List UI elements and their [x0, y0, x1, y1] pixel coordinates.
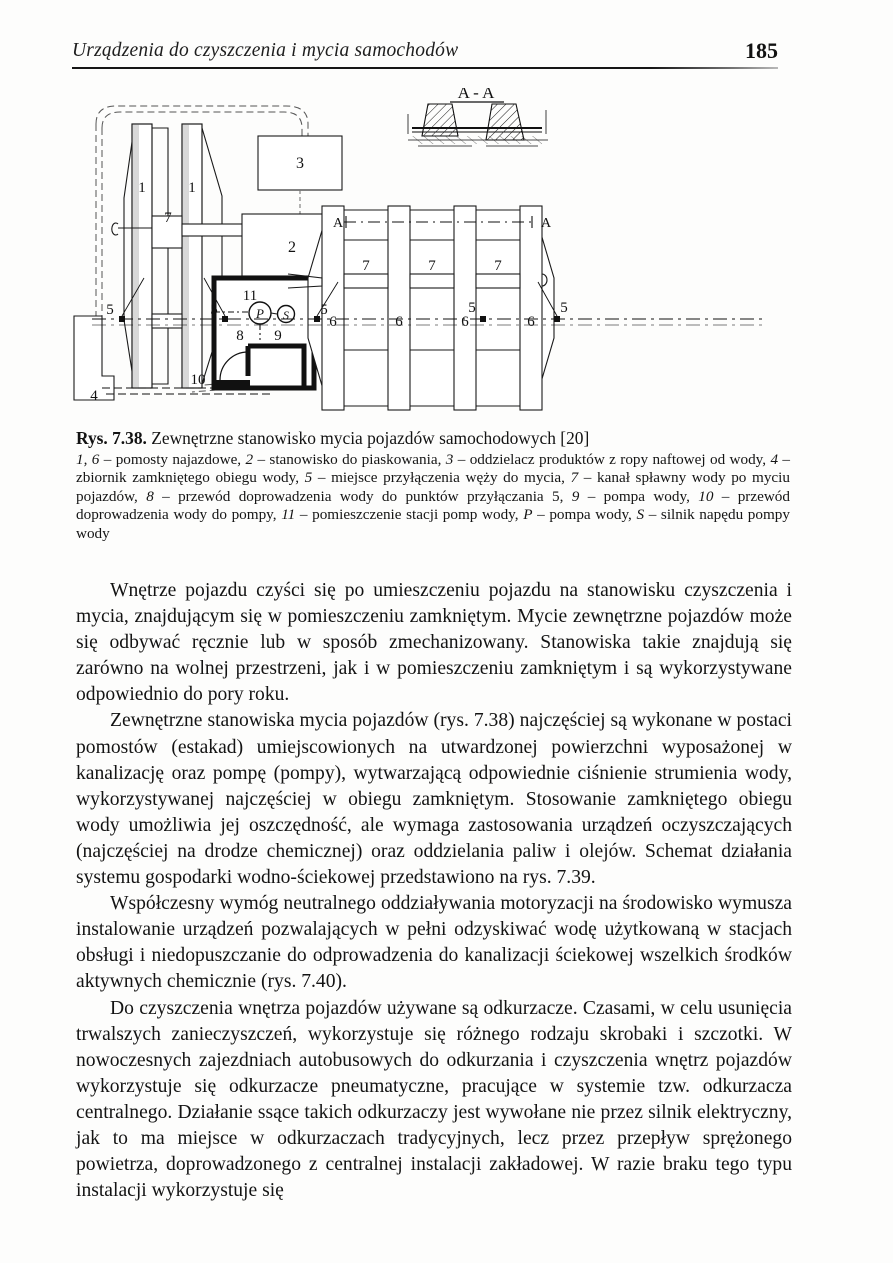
figure-caption	[76, 428, 790, 543]
legend-text: – pompa wody,	[579, 487, 699, 505]
legend-key: P	[523, 506, 533, 524]
callout-7-a: 7	[362, 258, 370, 274]
figure-7-38-drawing	[72, 88, 778, 418]
legend-key: 9	[571, 487, 580, 505]
caption-legend	[76, 451, 790, 543]
legend-text: – miejsce przyłączenia węży do mycia,	[312, 469, 571, 487]
section-title-aa: A - A	[457, 88, 495, 102]
running-head-title: Urządzenia do czyszczenia i mycia samochodów	[72, 40, 459, 61]
paragraph-2: Zewnętrzne stanowiska mycia pojazdów (rys. 7.38) najczęściej są wykonane w postaci pomostów (estakad) umiejscowionych na utwardzonej powierzchni wyposażonej w kanalizację oraz pompę (pompy), wytwarzającą odpowiednie ciśnienie strumienia wody, wykorzystywanej najczęściej w obiegu zamkniętym. Stosowanie zamkniętego obiegu wody umożliwia jej oszczędność, ale wymaga zastosowania urządzeń oczyszczających (najczęściej na drodze chemicznej) oraz oddzielania paliw i olejów. Schemat działania systemu gospodarki wodno-ściekowej przedstawiono na rys. 7.39.	[76, 710, 792, 889]
callout-7-b: 7	[428, 258, 436, 274]
callout-5-c: 5	[320, 302, 328, 318]
caption-title-line	[76, 428, 790, 449]
callout-7-c: 7	[494, 258, 502, 274]
legend-text: – pomieszczenie stacji pomp wody,	[295, 506, 524, 524]
callout-5-e: 5	[560, 300, 568, 316]
legend-key: 8	[146, 487, 154, 505]
legend-text: – stanowisko do piaskowania,	[253, 451, 446, 468]
legend-key: 4	[770, 451, 779, 468]
legend-text: – zbiornik zamkniętego obiegu wody,	[76, 451, 791, 487]
figure-number: Rys. 7.38.	[76, 428, 147, 448]
legend-text: – kanał spławny wody po myciu pojazdów,	[76, 469, 790, 505]
paragraph-4: Do czyszczenia wnętrza pojazdów używane są odkurzacze. Czasami, w celu usunięcia trwalszych zanieczyszczeń, wykorzystuje się różnego rodzaju skrobaki i szczotki. W nowoczesnych zajezdniach autobusowych do odkurzania i czyszczenia wnętrz pojazdów wykorzystuje się odkurzacze pneumatyczne, pracujące w systemie tzw. odkurzacza centralnego. Działanie ssące takich odkurzaczy jest wywołane nie przez silnik elektryczny, jak to ma miejsce w odkurzaczach tradycyjnych, lecz przez przepływ sprężonego powietrza, doprowadzonego z centralnej instalacji zakładowej. W razie braku tego typu instalacji wykorzystuje się	[76, 997, 792, 1202]
pumphouse-11	[214, 278, 314, 388]
callout-11: 11	[242, 288, 258, 304]
callout-5-b: 5	[210, 302, 218, 318]
callout-P: P	[256, 306, 264, 321]
running-head	[72, 40, 778, 74]
callout-5-d: 5	[468, 300, 476, 316]
section-mark-a-left: A	[332, 216, 344, 231]
callout-S: S	[283, 308, 289, 322]
callout-4: 4	[90, 388, 98, 404]
legend-text: – silnik napędu pompy wody	[76, 506, 790, 542]
legend-key: 5	[304, 469, 313, 487]
separator-3-box	[258, 136, 342, 214]
paragraph-3: Współczesny wymóg neutralnego oddziaływania motoryzacji na środowisko wymusza instalowanie urządzeń pozwalających w pełni odzyskiwać wodę użytkowaną w stacjach obsługi i niedopuszczanie do odprowadzenia do kanalizacji ściekowej wszelkich środków aktywnych chemicznie (rys. 7.40).	[76, 893, 792, 993]
legend-key: 3	[445, 451, 454, 468]
callout-6-d: 6	[527, 314, 535, 330]
washing-station-schematic	[72, 88, 778, 418]
callout-3: 3	[296, 155, 304, 172]
body-text-column	[76, 578, 792, 1204]
callout-2: 2	[288, 239, 296, 256]
section-aa-detail	[408, 104, 548, 146]
callout-7-left: 7	[164, 210, 172, 226]
callout-1-right: 1	[188, 180, 196, 196]
ramp-group-right	[288, 206, 554, 410]
legend-text: – przewód doprowadzenia wody do punktów przyłączania 5,	[153, 487, 572, 505]
section-mark-a-right: A	[540, 216, 552, 231]
legend-key: 7	[570, 469, 579, 487]
legend-key: 10	[698, 487, 714, 505]
caption-title-text: Zewnętrzne stanowisko mycia pojazdów samochodowych [20]	[151, 428, 590, 448]
legend-key: 11	[281, 506, 296, 524]
callout-5-a: 5	[106, 302, 114, 318]
callout-9: 9	[274, 328, 282, 344]
legend-key: S	[636, 506, 645, 524]
callout-6-c: 6	[461, 314, 469, 330]
callout-10: 10	[190, 372, 206, 388]
legend-key: 2	[245, 451, 254, 468]
header-rule	[72, 67, 778, 69]
legend-text: – przewód doprowadzenia wody do pompy,	[76, 487, 790, 524]
page-number: 185	[745, 38, 778, 63]
callout-6-b: 6	[395, 314, 403, 330]
legend-text: – pomosty najazdowe,	[99, 451, 246, 468]
paragraph-1: Wnętrze pojazdu czyści się po umieszczeniu pojazdu na stanowisku czyszczenia i mycia, znajdującym się w pomieszczeniu zamkniętym. Mycie zewnętrzne pojazdów może się odbywać ręcznie lub w sposób zmechanizowany. Stanowiska takie znajdują się zarówno na wolnej przestrzeni, jak i w pomieszczeniu zamkniętym i są wykorzystywane odpowiednio do pory roku.	[76, 580, 792, 706]
section-title-group	[450, 88, 504, 102]
legend-text: – oddzielacz produktów z ropy naftowej od wody,	[453, 451, 771, 468]
callout-1-left: 1	[138, 180, 146, 196]
callout-6-a: 6	[329, 314, 337, 330]
legend-text: – pompa wody,	[532, 506, 637, 524]
legend-key: 1, 6	[76, 451, 100, 468]
callout-8: 8	[236, 328, 244, 344]
